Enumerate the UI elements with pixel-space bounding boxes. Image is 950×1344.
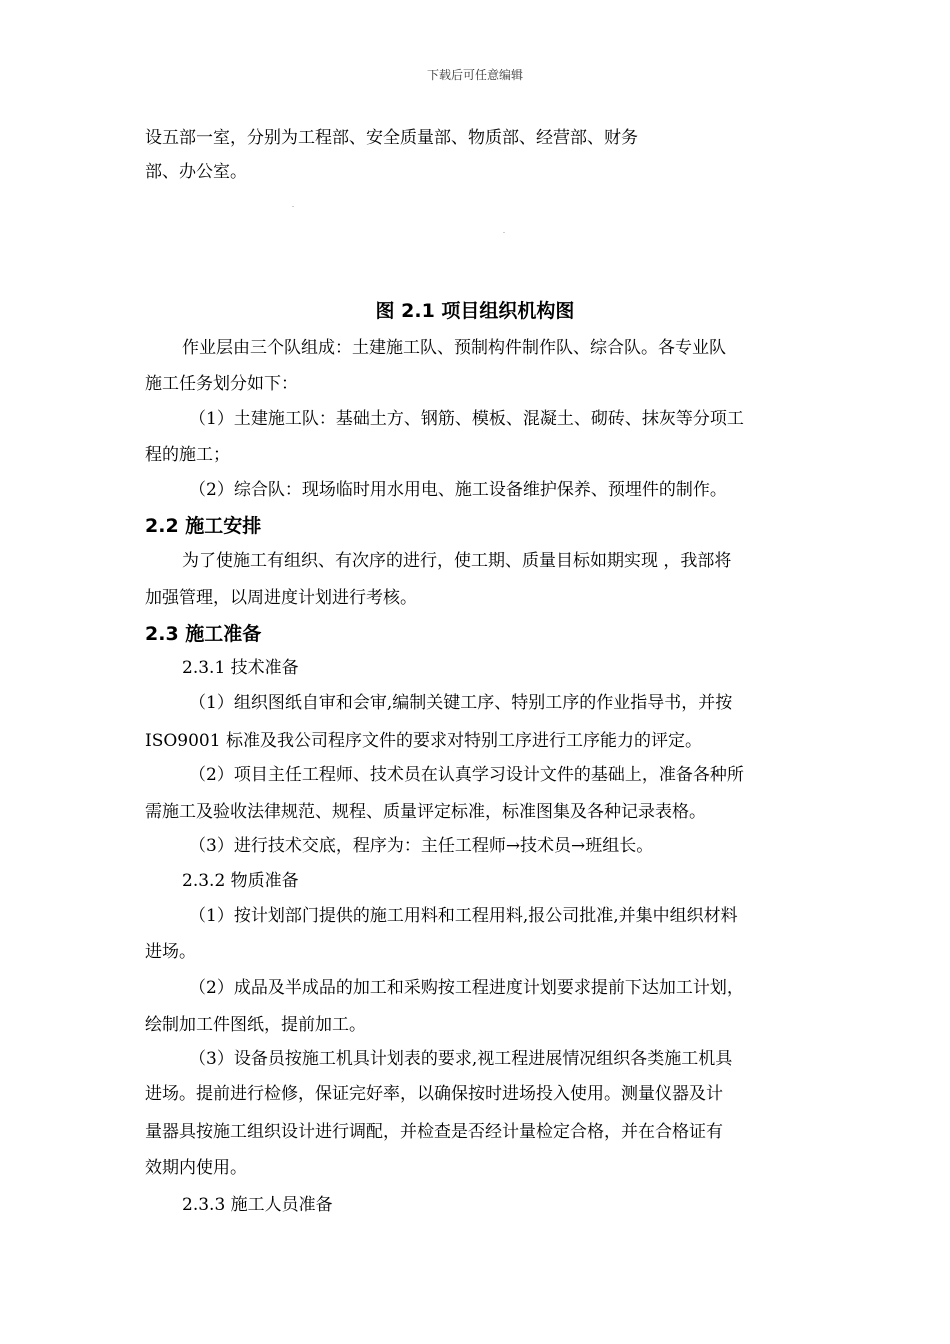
list-item-line: ISO9001 标准及我公司程序文件的要求对特别工序进行工序能力的评定。 xyxy=(145,731,702,751)
paragraph-line: 加强管理，以周进度计划进行考核。 xyxy=(145,588,417,608)
list-item-line: （2）综合队：现场临时用水用电、施工设备维护保养、预埋件的制作。 xyxy=(189,480,727,500)
section-heading-2-3: 2.3 施工准备 xyxy=(145,623,262,645)
list-item-line: （1）土建施工队：基础土方、钢筋、模板、混凝土、砌砖、抹灰等分项工 xyxy=(189,409,744,429)
list-item-line: （3）进行技术交底，程序为：主任工程师→技术员→班组长。 xyxy=(189,836,654,856)
list-item-line: 进场。提前进行检修，保证完好率，以确保按时进场投入使用。测量仪器及计 xyxy=(145,1084,723,1104)
list-item-line: 绘制加工件图纸，提前加工。 xyxy=(145,1015,366,1035)
list-item-line: （1）按计划部门提供的施工用料和工程用料,报公司批准,并集中组织材料 xyxy=(189,906,738,926)
list-item-line: （2）项目主任工程师、技术员在认真学习设计文件的基础上，准备各种所 xyxy=(189,765,744,785)
list-item-line: 进场。 xyxy=(145,942,196,962)
list-item-line: 效期内使用。 xyxy=(145,1158,247,1178)
paragraph-line: 施工任务划分如下： xyxy=(145,374,298,394)
list-item-line: （1）组织图纸自审和会审,编制关键工序、特别工序的作业指导书，并按 xyxy=(189,693,733,713)
figure-title: 图 2.1 项目组织机构图 xyxy=(375,300,575,322)
list-item-line: 需施工及验收法律规范、规程、质量评定标准，标准图集及各种记录表格。 xyxy=(145,802,706,822)
list-item-line: 程的施工； xyxy=(145,445,230,465)
subsection-heading-2-3-2: 2.3.2 物质准备 xyxy=(182,871,299,891)
scan-dot xyxy=(503,232,505,233)
subsection-heading-2-3-1: 2.3.1 技术准备 xyxy=(182,658,299,678)
page-header: 下载后可任意编辑 xyxy=(426,68,523,82)
list-item-line: 量器具按施工组织设计进行调配，并检查是否经计量检定合格，并在合格证有 xyxy=(145,1122,723,1142)
section-heading-2-2: 2.2 施工安排 xyxy=(145,515,262,537)
list-item-line: （2）成品及半成品的加工和采购按工程进度计划要求提前下达加工计划， xyxy=(189,978,744,998)
intro-line-1: 设五部一室，分别为工程部、安全质量部、物质部、经营部、财务 xyxy=(145,128,638,148)
paragraph-line: 作业层由三个队组成：土建施工队、预制构件制作队、综合队。各专业队 xyxy=(182,338,726,358)
subsection-heading-2-3-3: 2.3.3 施工人员准备 xyxy=(182,1195,333,1215)
scan-dot xyxy=(292,206,294,207)
paragraph-line: 为了使施工有组织、有次序的进行，使工期、质量目标如期实现 ，我部将 xyxy=(182,551,732,571)
list-item-line: （3）设备员按施工机具计划表的要求,视工程进展情况组织各类施工机具 xyxy=(189,1049,733,1069)
intro-line-2: 部、办公室。 xyxy=(145,162,247,182)
